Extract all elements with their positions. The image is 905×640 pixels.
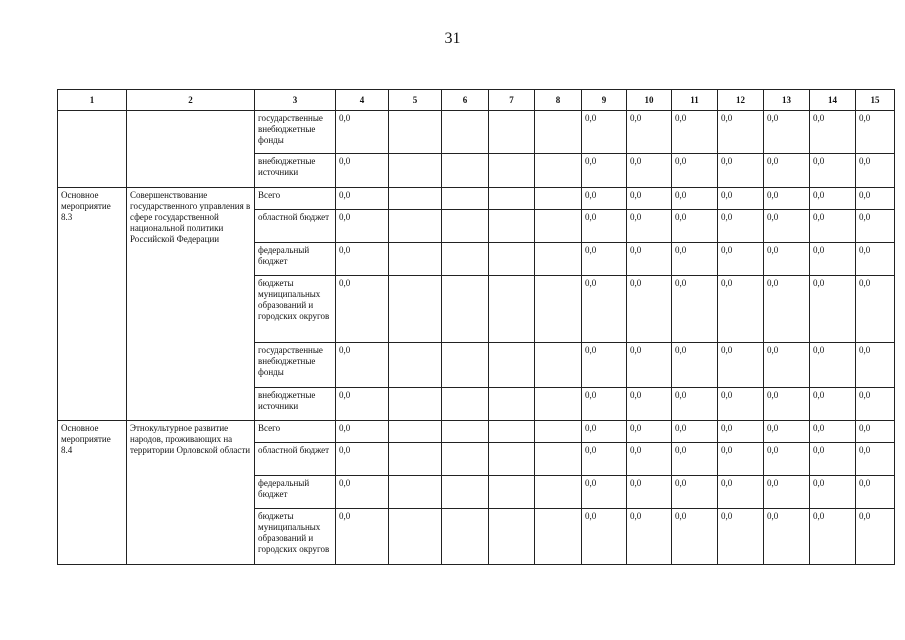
value-cell-col-4: 0,0 [336,509,389,565]
value-cell-col-6 [442,188,489,210]
column-header-11: 11 [672,90,718,111]
event-name-cell: Этнокультурное развитие народов, проживающих на территории Орловской области [127,421,255,565]
value-cell-col-13: 0,0 [764,111,810,154]
value-cell-col-14: 0,0 [810,154,856,188]
value-cell-col-11: 0,0 [672,509,718,565]
value-cell-col-14: 0,0 [810,476,856,509]
event-name-cell [127,111,255,188]
funding-source-cell: внебюджетные источники [255,154,336,188]
value-cell-col-10: 0,0 [627,188,672,210]
value-cell-col-8 [535,243,582,276]
value-cell-col-4: 0,0 [336,343,389,388]
value-cell-col-9: 0,0 [582,388,627,421]
value-cell-col-9: 0,0 [582,343,627,388]
value-cell-col-13: 0,0 [764,476,810,509]
value-cell-col-7 [489,111,535,154]
value-cell-col-10: 0,0 [627,210,672,243]
value-cell-col-5 [389,243,442,276]
column-header-2: 2 [127,90,255,111]
funding-source-cell: бюджеты муниципальных образований и городских округов [255,276,336,343]
value-cell-col-11: 0,0 [672,243,718,276]
header-row [58,90,895,111]
value-cell-col-9: 0,0 [582,154,627,188]
value-cell-col-10: 0,0 [627,276,672,343]
value-cell-col-14: 0,0 [810,443,856,476]
value-cell-col-11: 0,0 [672,188,718,210]
value-cell-col-10: 0,0 [627,343,672,388]
value-cell-col-11: 0,0 [672,476,718,509]
value-cell-col-7 [489,276,535,343]
column-header-8: 8 [535,90,582,111]
column-header-5: 5 [389,90,442,111]
value-cell-col-7 [489,443,535,476]
value-cell-col-11: 0,0 [672,111,718,154]
value-cell-col-8 [535,111,582,154]
value-cell-col-10: 0,0 [627,111,672,154]
value-cell-col-7 [489,476,535,509]
value-cell-col-4: 0,0 [336,476,389,509]
value-cell-col-6 [442,509,489,565]
value-cell-col-4: 0,0 [336,443,389,476]
value-cell-col-14: 0,0 [810,388,856,421]
value-cell-col-12: 0,0 [718,476,764,509]
value-cell-col-8 [535,210,582,243]
value-cell-col-5 [389,343,442,388]
value-cell-col-10: 0,0 [627,509,672,565]
table-body [58,111,895,565]
value-cell-col-7 [489,388,535,421]
value-cell-col-5 [389,276,442,343]
value-cell-col-10: 0,0 [627,443,672,476]
value-cell-col-14: 0,0 [810,421,856,443]
value-cell-col-12: 0,0 [718,443,764,476]
value-cell-col-4: 0,0 [336,276,389,343]
value-cell-col-11: 0,0 [672,210,718,243]
table-row [58,188,895,210]
value-cell-col-11: 0,0 [672,343,718,388]
value-cell-col-14: 0,0 [810,276,856,343]
value-cell-col-13: 0,0 [764,243,810,276]
value-cell-col-9: 0,0 [582,476,627,509]
value-cell-col-14: 0,0 [810,188,856,210]
event-name-cell: Совершенствование государственного управления в сфере государственной национальной политики Российской Федерации [127,188,255,421]
table-row [58,421,895,443]
column-header-10: 10 [627,90,672,111]
value-cell-col-15: 0,0 [856,343,895,388]
value-cell-col-10: 0,0 [627,421,672,443]
budget-table [57,89,895,565]
event-number-cell [58,111,127,188]
value-cell-col-11: 0,0 [672,388,718,421]
value-cell-col-15: 0,0 [856,509,895,565]
value-cell-col-12: 0,0 [718,388,764,421]
value-cell-col-13: 0,0 [764,210,810,243]
value-cell-col-15: 0,0 [856,243,895,276]
value-cell-col-6 [442,443,489,476]
funding-source-cell: областной бюджет [255,443,336,476]
value-cell-col-14: 0,0 [810,210,856,243]
value-cell-col-8 [535,421,582,443]
value-cell-col-12: 0,0 [718,154,764,188]
value-cell-col-13: 0,0 [764,154,810,188]
column-header-3: 3 [255,90,336,111]
value-cell-col-15: 0,0 [856,154,895,188]
value-cell-col-15: 0,0 [856,443,895,476]
value-cell-col-14: 0,0 [810,343,856,388]
value-cell-col-5 [389,388,442,421]
value-cell-col-9: 0,0 [582,276,627,343]
value-cell-col-13: 0,0 [764,276,810,343]
value-cell-col-15: 0,0 [856,476,895,509]
value-cell-col-9: 0,0 [582,243,627,276]
value-cell-col-14: 0,0 [810,111,856,154]
table-row [58,111,895,154]
event-number-cell: Основное мероприятие 8.3 [58,188,127,421]
value-cell-col-9: 0,0 [582,111,627,154]
event-number-cell: Основное мероприятие 8.4 [58,421,127,565]
value-cell-col-6 [442,111,489,154]
value-cell-col-9: 0,0 [582,210,627,243]
value-cell-col-5 [389,509,442,565]
value-cell-col-10: 0,0 [627,243,672,276]
value-cell-col-7 [489,243,535,276]
value-cell-col-15: 0,0 [856,210,895,243]
value-cell-col-13: 0,0 [764,188,810,210]
value-cell-col-6 [442,388,489,421]
column-header-4: 4 [336,90,389,111]
value-cell-col-8 [535,188,582,210]
value-cell-col-13: 0,0 [764,509,810,565]
value-cell-col-5 [389,188,442,210]
value-cell-col-6 [442,476,489,509]
value-cell-col-9: 0,0 [582,421,627,443]
value-cell-col-6 [442,343,489,388]
value-cell-col-9: 0,0 [582,443,627,476]
value-cell-col-13: 0,0 [764,388,810,421]
value-cell-col-5 [389,443,442,476]
page-number: 31 [444,30,461,47]
value-cell-col-10: 0,0 [627,476,672,509]
value-cell-col-7 [489,210,535,243]
value-cell-col-12: 0,0 [718,276,764,343]
value-cell-col-8 [535,276,582,343]
funding-source-cell: федеральный бюджет [255,243,336,276]
value-cell-col-13: 0,0 [764,421,810,443]
value-cell-col-14: 0,0 [810,509,856,565]
value-cell-col-5 [389,154,442,188]
value-cell-col-13: 0,0 [764,343,810,388]
value-cell-col-4: 0,0 [336,154,389,188]
value-cell-col-7 [489,509,535,565]
column-header-1: 1 [58,90,127,111]
value-cell-col-12: 0,0 [718,188,764,210]
value-cell-col-5 [389,421,442,443]
funding-source-cell: государственные внебюджетные фонды [255,343,336,388]
value-cell-col-7 [489,421,535,443]
value-cell-col-15: 0,0 [856,421,895,443]
value-cell-col-8 [535,388,582,421]
funding-source-cell: областной бюджет [255,210,336,243]
funding-source-cell: федеральный бюджет [255,476,336,509]
value-cell-col-7 [489,188,535,210]
value-cell-col-12: 0,0 [718,421,764,443]
value-cell-col-9: 0,0 [582,509,627,565]
value-cell-col-8 [535,343,582,388]
column-header-15: 15 [856,90,895,111]
value-cell-col-13: 0,0 [764,443,810,476]
value-cell-col-4: 0,0 [336,243,389,276]
value-cell-col-10: 0,0 [627,388,672,421]
value-cell-col-7 [489,343,535,388]
value-cell-col-4: 0,0 [336,111,389,154]
value-cell-col-9: 0,0 [582,188,627,210]
value-cell-col-12: 0,0 [718,111,764,154]
table-header [58,90,895,111]
column-header-13: 13 [764,90,810,111]
value-cell-col-8 [535,476,582,509]
value-cell-col-4: 0,0 [336,188,389,210]
value-cell-col-4: 0,0 [336,210,389,243]
funding-source-cell: внебюджетные источники [255,388,336,421]
value-cell-col-4: 0,0 [336,388,389,421]
value-cell-col-6 [442,276,489,343]
funding-source-cell: Всего [255,188,336,210]
column-header-14: 14 [810,90,856,111]
funding-source-cell: государственные внебюджетные фонды [255,111,336,154]
value-cell-col-12: 0,0 [718,509,764,565]
value-cell-col-15: 0,0 [856,276,895,343]
column-header-6: 6 [442,90,489,111]
value-cell-col-4: 0,0 [336,421,389,443]
value-cell-col-5 [389,210,442,243]
value-cell-col-8 [535,154,582,188]
column-header-9: 9 [582,90,627,111]
value-cell-col-5 [389,111,442,154]
value-cell-col-6 [442,243,489,276]
value-cell-col-12: 0,0 [718,210,764,243]
value-cell-col-12: 0,0 [718,243,764,276]
value-cell-col-12: 0,0 [718,343,764,388]
funding-source-cell: бюджеты муниципальных образований и городских округов [255,509,336,565]
value-cell-col-6 [442,421,489,443]
column-header-7: 7 [489,90,535,111]
value-cell-col-8 [535,443,582,476]
value-cell-col-5 [389,476,442,509]
value-cell-col-6 [442,154,489,188]
value-cell-col-10: 0,0 [627,154,672,188]
value-cell-col-15: 0,0 [856,111,895,154]
value-cell-col-7 [489,154,535,188]
funding-source-cell: Всего [255,421,336,443]
value-cell-col-8 [535,509,582,565]
value-cell-col-11: 0,0 [672,443,718,476]
value-cell-col-6 [442,210,489,243]
value-cell-col-14: 0,0 [810,243,856,276]
value-cell-col-11: 0,0 [672,154,718,188]
value-cell-col-11: 0,0 [672,421,718,443]
value-cell-col-15: 0,0 [856,188,895,210]
value-cell-col-15: 0,0 [856,388,895,421]
value-cell-col-11: 0,0 [672,276,718,343]
column-header-12: 12 [718,90,764,111]
